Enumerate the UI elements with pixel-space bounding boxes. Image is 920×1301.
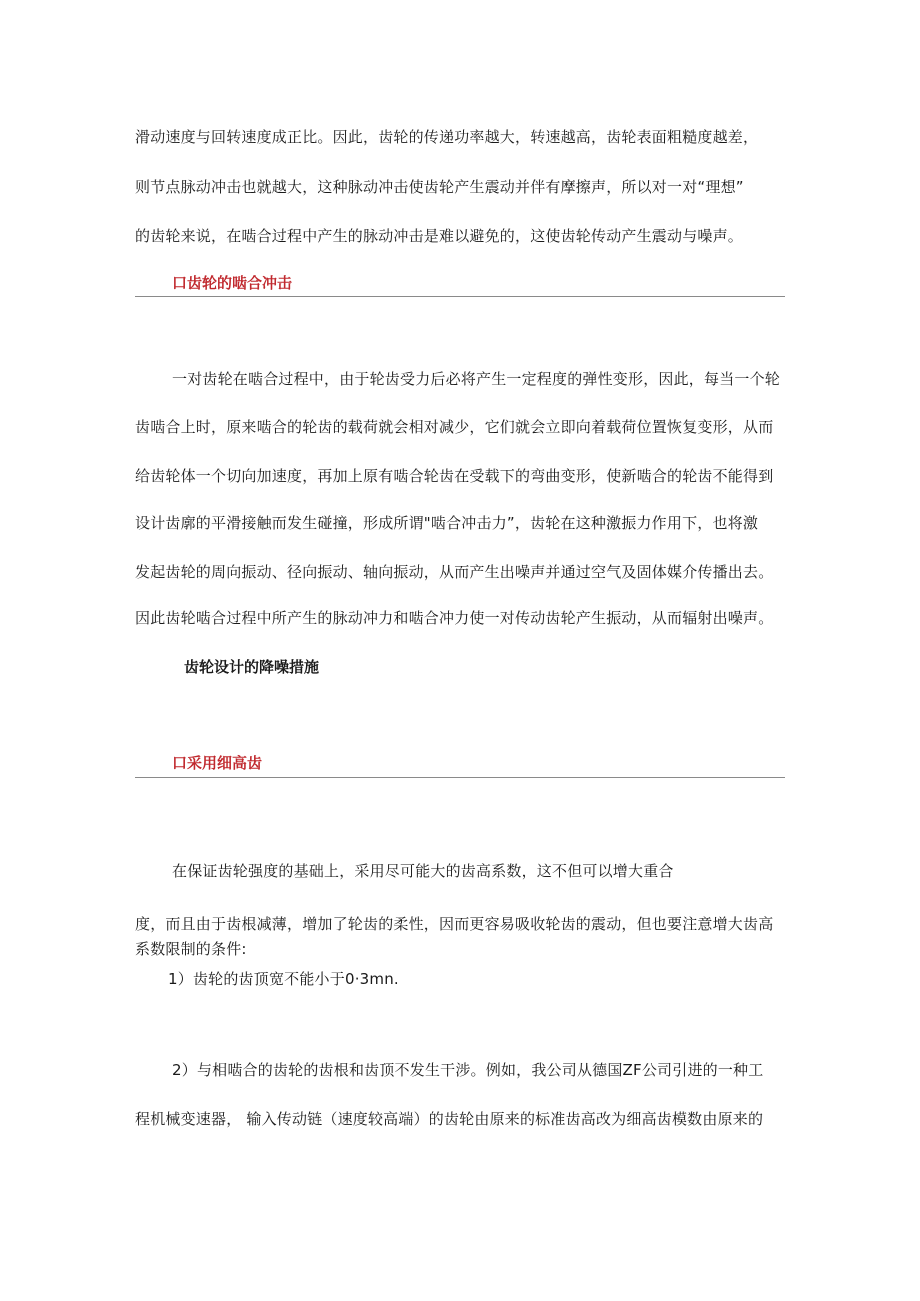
section-divider bbox=[135, 777, 785, 778]
section-heading-mesh-impact: 口齿轮的啮合冲击 bbox=[172, 274, 293, 292]
mesh-impact-line-5: 发起齿轮的周向振动、径向振动、轴向振动，从而产生出噪声并通过空气及固体媒介传播出去。 bbox=[135, 563, 774, 581]
fine-teeth-item-2-line-2: 程机械变速器， 输入传动链（速度较高端）的齿轮由原来的标准齿高改为细高齿模数由原来的 bbox=[135, 1110, 764, 1128]
mesh-impact-line-2: 齿啮合上时，原来啮合的轮齿的载荷就会相对减少，它们就会立即向着载荷位置恢复变形，从而 bbox=[135, 418, 774, 436]
intro-line-1: 滑动速度与回转速度成正比。因此，齿轮的传递功率越大，转速越高，齿轮表面粗糙度越差， bbox=[135, 128, 759, 146]
section-divider bbox=[135, 296, 785, 297]
intro-line-3: 的齿轮来说，在啮合过程中产生的脉动冲击是难以避免的，这使齿轮传动产生震动与噪声。 bbox=[135, 227, 744, 245]
fine-teeth-para2-line-2: 系数限制的条件: bbox=[135, 940, 247, 958]
section-heading-fine-teeth: 口采用细高齿 bbox=[172, 754, 263, 772]
mesh-impact-line-3: 给齿轮体一个切向加速度，再加上原有啮合轮齿在受载下的弯曲变形，使新啮合的轮齿不能得到 bbox=[135, 467, 774, 485]
fine-teeth-item-1: 1）齿轮的齿顶宽不能小于0·3mn. bbox=[168, 970, 399, 988]
mesh-impact-line-6: 因此齿轮啮合过程中所产生的脉动冲力和啮合冲力使一对传动齿轮产生振动，从而辐射出噪声。 bbox=[135, 609, 774, 627]
mesh-impact-line-1: 一对齿轮在啮合过程中，由于轮齿受力后必将产生一定程度的弹性变形，因此，每当一个轮 bbox=[172, 370, 781, 388]
intro-line-2: 则节点脉动冲击也就越大，这种脉动冲击使齿轮产生震动并伴有摩擦声，所以对一对“理想” bbox=[135, 178, 744, 196]
fine-teeth-para2-line-1: 度，而且由于齿根减薄，增加了轮齿的柔性，因而更容易吸收轮齿的震动，但也要注意增大齿高 bbox=[135, 915, 774, 933]
fine-teeth-item-2-line-1: 2）与相啮合的齿轮的齿根和齿顶不发生干涉。例如，我公司从德国ZF公司引进的一种工 bbox=[172, 1061, 764, 1079]
fine-teeth-para1: 在保证齿轮强度的基础上，采用尽可能大的齿高系数，这不但可以增大重合 bbox=[172, 862, 674, 880]
mesh-impact-line-4: 设计齿廓的平滑接触而发生碰撞，形成所谓"啮合冲击力”，齿轮在这种激振力作用下，也将激 bbox=[135, 514, 759, 532]
section-heading-noise-measures: 齿轮设计的降噪措施 bbox=[184, 658, 320, 676]
